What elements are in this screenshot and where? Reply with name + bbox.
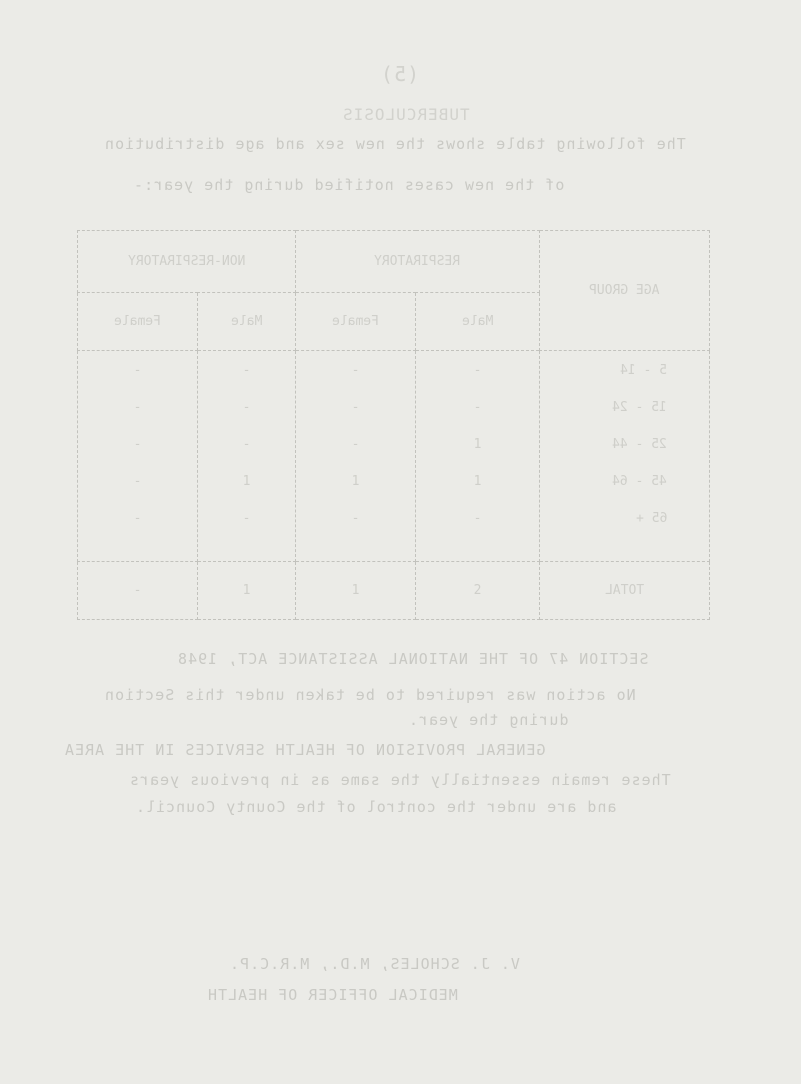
- page-number: (5): [380, 62, 420, 86]
- section3-title: GENERAL PROVISION OF HEALTH SERVICES IN THE AREA: [64, 741, 546, 759]
- table-cell: -: [133, 437, 142, 452]
- paragraph1-line1: The following table shows the new sex and age distribution: [104, 135, 686, 153]
- table-cell: 1: [473, 474, 482, 489]
- section2-title: SECTION 47 OF THE NATIONAL ASSISTANCE ACT, 1948: [177, 650, 649, 668]
- section3-line1: These remain essentially the same as in previous years: [129, 771, 671, 789]
- table-cell: -: [133, 511, 142, 526]
- header-non-respiratory: NON-RESPIRATORY: [78, 231, 296, 293]
- table-cell: -: [133, 474, 142, 489]
- paragraph1-line2: of the new cases notified during the year:-: [133, 176, 565, 194]
- page-heading: TUBERCULOSIS: [342, 105, 470, 124]
- section2-line2: during the year.: [408, 711, 569, 729]
- total-label: TOTAL: [540, 562, 710, 620]
- subheader-resp-female: Female: [296, 293, 416, 351]
- signature-name: V. J. SCHOLES, M.D., M.R.C.P.: [229, 955, 520, 973]
- age-group-label: 45 - 64: [612, 474, 667, 489]
- table-cell: -: [473, 363, 482, 378]
- table-cell: 1: [351, 474, 360, 489]
- table-cell: -: [351, 363, 360, 378]
- total-nonresp-female: -: [78, 562, 198, 620]
- table-cell: -: [242, 400, 251, 415]
- table-cell: -: [473, 511, 482, 526]
- col-nonresp-male: [198, 351, 296, 562]
- total-resp-male: 2: [416, 562, 540, 620]
- age-group-label: 25 - 44: [612, 437, 667, 452]
- table-cell: -: [242, 437, 251, 452]
- col-resp-female: [296, 351, 416, 562]
- age-group-label: 65 +: [635, 511, 667, 526]
- section2-line1: No action was required to be taken under this Section: [104, 686, 636, 704]
- table-cell: -: [473, 400, 482, 415]
- total-nonresp-male: 1: [198, 562, 296, 620]
- total-resp-female: 1: [296, 562, 416, 620]
- col-resp-male: [416, 351, 540, 562]
- table-cell: -: [351, 511, 360, 526]
- header-age-group: AGE GROUP: [540, 231, 710, 351]
- age-group-label: 15 - 24: [612, 400, 667, 415]
- section3-line2: and are under the control of the County Council.: [135, 798, 617, 816]
- table-cell: 1: [473, 437, 482, 452]
- col-nonresp-female: [78, 351, 198, 562]
- table-cell: -: [133, 363, 142, 378]
- subheader-resp-male: Male: [416, 293, 540, 351]
- signature-title: MEDICAL OFFICER OF HEALTH: [207, 986, 458, 1004]
- age-group-label: 5 - 14: [620, 363, 667, 378]
- table-cell: -: [351, 400, 360, 415]
- subheader-nonresp-female: Female: [78, 293, 198, 351]
- header-respiratory: RESPIRATORY: [296, 231, 540, 293]
- subheader-nonresp-male: Male: [198, 293, 296, 351]
- table-cell: -: [133, 400, 142, 415]
- table-cell: -: [242, 511, 251, 526]
- table-cell: -: [242, 363, 251, 378]
- table-cell: -: [351, 437, 360, 452]
- table-cell: 1: [242, 474, 251, 489]
- col-age-group: [540, 351, 710, 562]
- tuberculosis-table: [77, 230, 710, 620]
